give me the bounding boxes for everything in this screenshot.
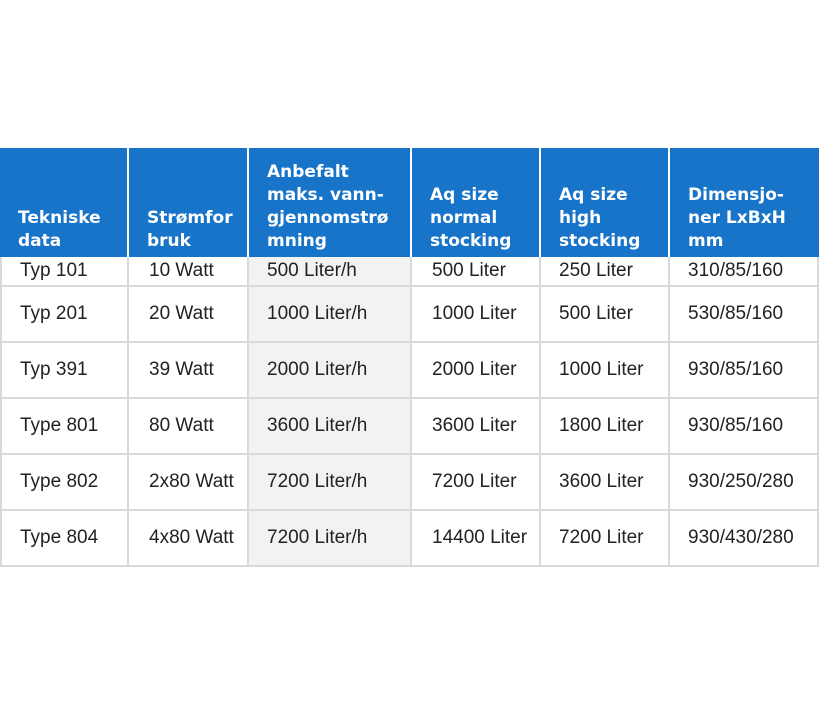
header-aq-size-normal: Aq size normal stocking [412,148,541,257]
table-row [0,257,819,287]
cell-aq-high: 1000 Liter [541,343,670,399]
cell-aq-high: 3600 Liter [541,455,670,511]
cell-aq-normal: 500 Liter [412,257,541,287]
cell-power: 2x80 Watt [129,455,249,511]
cell-aq-normal: 14400 Liter [412,511,541,567]
cell-flow: 3600 Liter/h [249,399,412,455]
header-max-water-flow: Anbefalt maks. vann- gjennomstrø mning [249,148,412,257]
header-tekniske-data: Tekniske data [0,148,129,257]
cell-aq-normal: 2000 Liter [412,343,541,399]
cell-power: 20 Watt [129,287,249,343]
cell-aq-high: 500 Liter [541,287,670,343]
table-row [0,455,819,511]
tech-spec-table [0,148,819,567]
cell-flow: 500 Liter/h [249,257,412,287]
cell-flow: 7200 Liter/h [249,455,412,511]
cell-type: Type 802 [0,455,129,511]
cell-dimensions: 930/85/160 [670,399,819,455]
table-row [0,399,819,455]
table-row [0,343,819,399]
header-row [0,148,819,257]
cell-flow: 7200 Liter/h [249,511,412,567]
cell-power: 4x80 Watt [129,511,249,567]
cell-aq-high: 1800 Liter [541,399,670,455]
header-stromforbruk: Strømfor bruk [129,148,249,257]
cell-type: Type 804 [0,511,129,567]
cell-power: 39 Watt [129,343,249,399]
header-dimensions: Dimensjo- ner LxBxH mm [670,148,819,257]
cell-type: Typ 391 [0,343,129,399]
cell-dimensions: 930/430/280 [670,511,819,567]
header-aq-size-high: Aq size high stocking [541,148,670,257]
cell-dimensions: 930/85/160 [670,343,819,399]
cell-aq-normal: 1000 Liter [412,287,541,343]
cell-power: 10 Watt [129,257,249,287]
table-row [0,511,819,567]
cell-type: Type 801 [0,399,129,455]
cell-power: 80 Watt [129,399,249,455]
cell-type: Typ 201 [0,287,129,343]
cell-aq-high: 250 Liter [541,257,670,287]
cell-dimensions: 930/250/280 [670,455,819,511]
cell-aq-high: 7200 Liter [541,511,670,567]
cell-aq-normal: 7200 Liter [412,455,541,511]
table-row [0,287,819,343]
cell-flow: 2000 Liter/h [249,343,412,399]
cell-type: Typ 101 [0,257,129,287]
cell-dimensions: 530/85/160 [670,287,819,343]
cell-aq-normal: 3600 Liter [412,399,541,455]
cell-dimensions: 310/85/160 [670,257,819,287]
cell-flow: 1000 Liter/h [249,287,412,343]
